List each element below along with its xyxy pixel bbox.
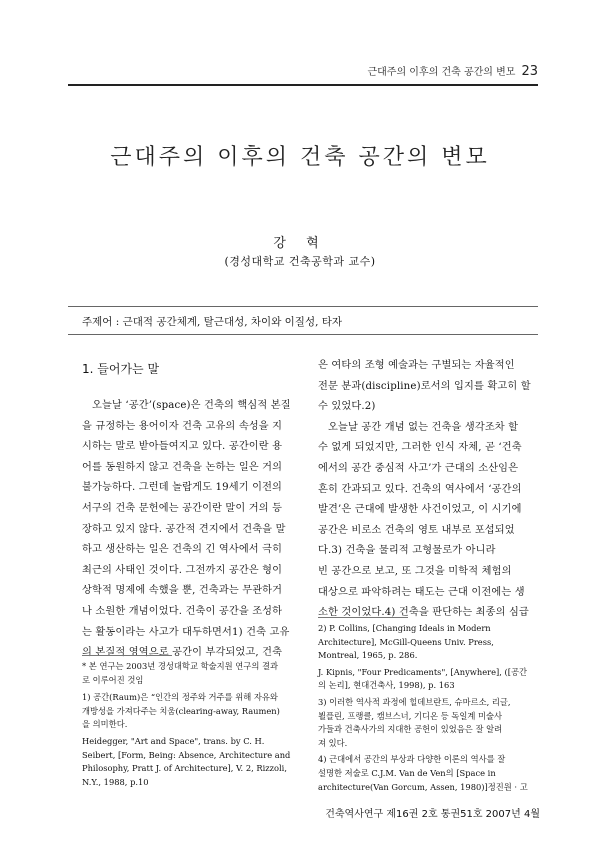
footnote-line: 3) 이러한 역사적 과정에 힐데브란트, 슈마르소, 리글,	[318, 696, 511, 707]
body-line: 상학적 명제에 속했을 뿐, 건축과는 무관하거	[82, 585, 283, 597]
body-line: 전문 분과(discipline)로서의 입지를 확고히 할	[318, 380, 531, 392]
body-line: 장하고 있지 않다. 공간적 견지에서 건축을 말	[82, 523, 286, 535]
journal-footer: 건축역사연구 제16권 2호 통권51호 2007년 4월	[325, 809, 540, 820]
footnote-line: Architecture], McGill-Queens Univ. Press,	[318, 636, 494, 647]
body-line: 서구의 건축 문헌에는 공간이란 말이 거의 등	[82, 502, 283, 514]
footnote-line: architecture(Van Gorcum, Assen, 1980)]정진원 · 고	[318, 781, 528, 792]
running-title: 근대주의 이후의 건축 공간의 변모	[367, 67, 516, 78]
body-line: 불가능하다. 그런데 놀랍게도 19세기 이전의	[82, 482, 283, 494]
body-line: 소한 것이었다.4) 건축을 판단하는 최종의 심급	[318, 607, 529, 619]
keywords: 주제어 : 근대적 공간체계, 탈근대성, 차이와 이질성, 타자	[82, 316, 343, 328]
body-line: 대상으로 파악하려는 태도는 근대 이전에는 생	[318, 586, 525, 598]
footnote-line: Heidegger, "Art and Space", trans. by C. H.	[82, 735, 265, 746]
body-line: 의 본질적 영역으로 공간이 부각되었고, 건축	[82, 647, 283, 659]
body-line: 오늘날 공간 개념 없는 건축을 생각조차 할	[328, 421, 519, 433]
author-name: 강 혁	[273, 236, 327, 251]
footnote-line: 2) P. Collins, [Changing Ideals in Modern	[318, 623, 491, 633]
left-footnote-rule	[82, 655, 172, 656]
body-line: 에서의 공간 중심적 사고’가 근대의 소산임은	[318, 462, 519, 474]
header-rule	[68, 84, 538, 86]
body-line: 흔히 간과되고 있다. 건축의 역사에서 ‘공간의	[318, 483, 522, 495]
footnote-line: 져 있다.	[318, 737, 348, 748]
footnote-line: 로 이루어진 것임	[82, 674, 144, 685]
body-line: 발견’은 근대에 발생한 사건이었고, 이 시기에	[318, 504, 522, 516]
body-line: 최근의 사태인 것이다. 그전까지 공간은 형이	[82, 564, 283, 576]
right-footnotes	[318, 622, 528, 794]
body-line: 오늘날 ‘공간’(space)은 건축의 핵심적 본질	[92, 400, 291, 411]
body-line: 나 소원한 개념이었다. 건축이 공간을 조성하	[82, 605, 283, 617]
body-line: 는 활동이라는 사고가 대두하면서1) 건축 고유	[82, 626, 290, 638]
footnote-line: 개방성을 가져다주는 치움(clearing-away, Raumen)	[82, 705, 280, 716]
body-line: 공간은 비로소 건축의 영토 내부로 포섭되었	[318, 524, 515, 536]
footnote-line: Philosophy, Pratt J. of Architecture], V. 2, Rizzoli,	[82, 763, 287, 774]
right-column-body	[318, 356, 531, 624]
running-header	[300, 63, 538, 79]
footnote-line: J. Kipnis, "Four Predicaments", [Anywhere], ([공간	[318, 666, 528, 677]
body-line: 어를 동원하지 않고 건축을 논하는 일은 거의	[82, 461, 283, 473]
footnote-line: 을 의미한다.	[82, 719, 128, 730]
body-line: 수 없게 되었지만, 그러한 인식 자체, 곧 ‘건축	[318, 442, 522, 454]
footnote-line: Montreal, 1965, p. 286.	[318, 650, 418, 661]
body-line: 하고 생산하는 일은 건축의 긴 역사에서 극히	[82, 544, 283, 556]
body-line: 빈 공간으로 보고, 또 그것을 미학적 체험의	[318, 565, 512, 577]
body-line: 은 여타의 조형 예술과는 구별되는 자율적인	[318, 360, 515, 371]
footnote-line: 4) 근대에서 공간의 부상과 다양한 이론의 역사를 잘	[318, 754, 506, 765]
page-number: 23	[521, 64, 538, 79]
body-line: 시하는 말로 받아들여지고 있다. 공간이란 용	[82, 441, 283, 453]
left-column-body	[82, 396, 291, 664]
right-footnote-rule	[318, 617, 408, 618]
body-line: 수 있었다.2)	[318, 401, 376, 413]
footnote-line: 1) 공간(Raum)은 “인간의 정주와 거주를 위해 자유와	[82, 692, 278, 703]
author-affiliation: (경성대학교 건축공학과 교수)	[224, 255, 376, 268]
section-heading: 1. 들어가는 말	[82, 362, 160, 376]
footnote-line: * 본 연구는 2003년 경성대학교 학술지원 연구의 결과	[82, 661, 279, 671]
footnote-line: N.Y., 1988, p.10	[82, 776, 149, 787]
footnote-line: 뵐플린, 프랭클, 캠브스너, 기디온 등 독일계 미술사	[318, 710, 503, 721]
body-line: 다.3) 건축을 물리적 고형물로가 아니라	[318, 545, 496, 557]
article-title: 근대주의 이후의 건축 공간의 변모	[110, 145, 490, 170]
footnote-line: 설명한 저술로 C.J.M. Van de Ven의 [Space in	[318, 767, 496, 778]
footnote-line: 가들과 건축사가의 지대한 공헌이 있었음은 잘 알려	[318, 724, 503, 735]
left-footnotes	[82, 660, 290, 789]
footnote-line: Seibert, [Form, Being: Absence, Architecture and	[82, 749, 291, 760]
footnote-line: 의 논리], 현대건축사, 1998), p. 163	[318, 680, 455, 691]
body-line: 을 규정하는 용어이자 건축 고유의 속성을 지	[82, 420, 283, 432]
